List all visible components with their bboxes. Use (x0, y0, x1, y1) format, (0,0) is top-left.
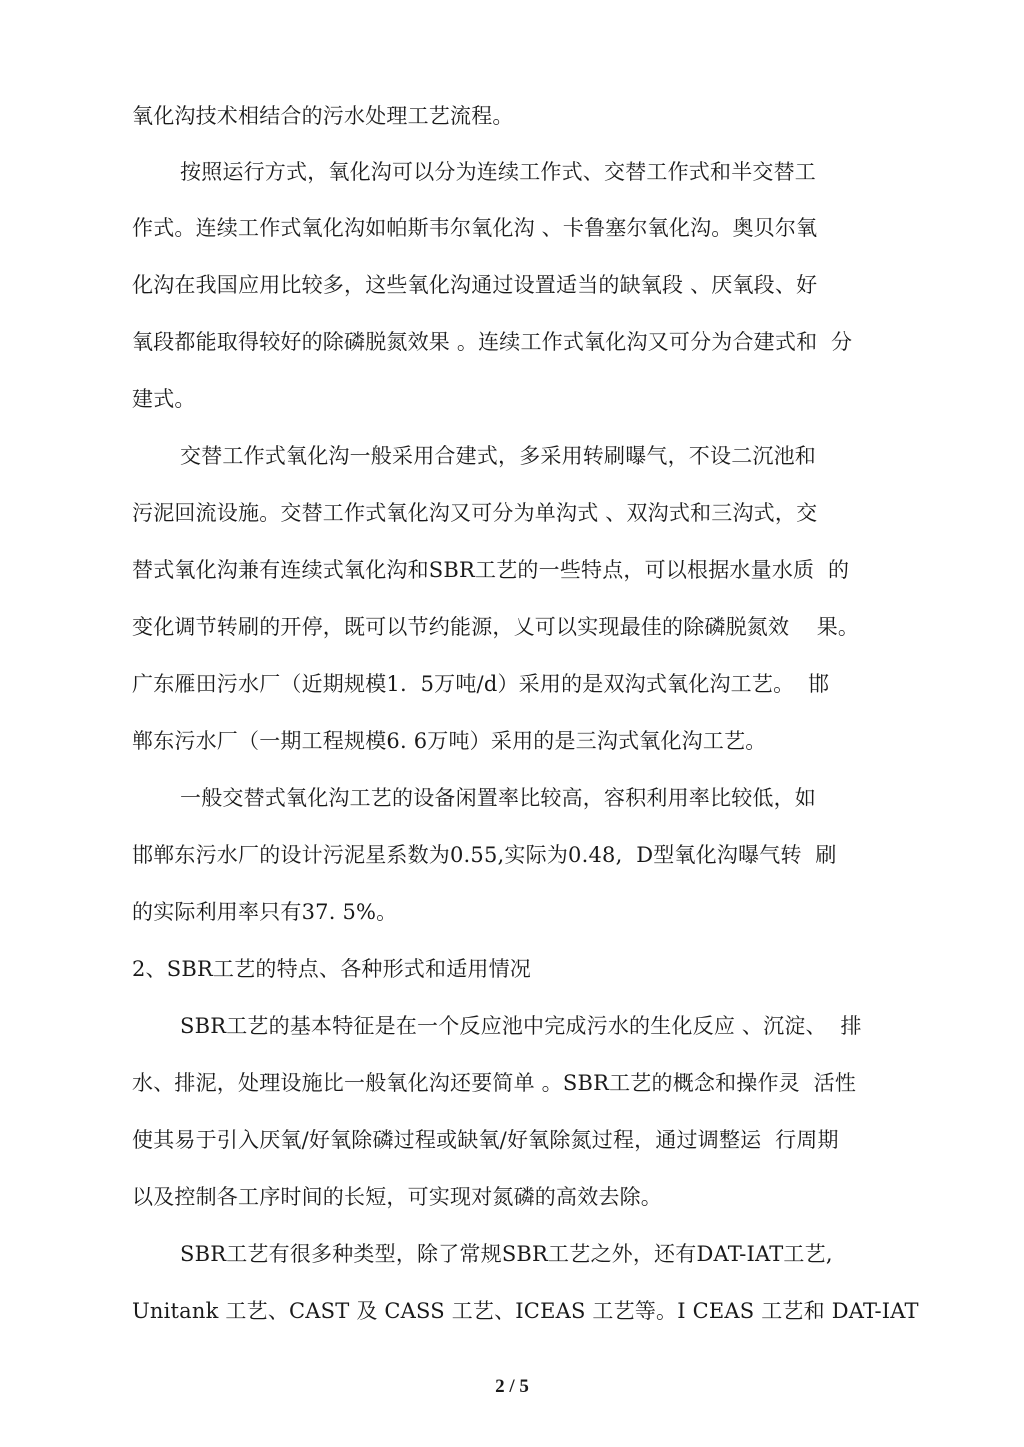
text-line: 化沟在我国应用比较多，这些氧化沟通过设置适当的缺氧段 、厌氧段、好 (132, 273, 818, 297)
text-line: 使其易于引入厌氧/好氧除磷过程或缺氧/好氧除氮过程，通过调整运 行周期 (132, 1128, 839, 1152)
text-line: 作式。连续工作式氧化沟如帕斯韦尔氧化沟 、卡鲁塞尔氧化沟。奥贝尔氧 (132, 216, 818, 240)
text-line: 变化调节转刷的开停，既可以节约能源，乂可以实现最佳的除磷脱氮效 果。 (132, 615, 860, 639)
paragraph-start-line: SBR工艺的基本特征是在一个反应池中完成污水的生化反应 、沉淀、 排 (180, 1014, 862, 1038)
paragraph-start-line: SBR工艺有很多种类型，除了常规SBR工艺之外，还有DAT-IAT工艺, (180, 1242, 833, 1266)
text-line: 替式氧化沟兼有连续式氧化沟和SBR工艺的一些特点，可以根据水量水质 的 (132, 558, 850, 582)
text-line: 以及控制各工序时间的长短，可实现对氮磷的高效去除。 (132, 1185, 662, 1209)
paragraph-start-line: 按照运行方式，氧化沟可以分为连续工作式、交替工作式和半交替工 (180, 160, 816, 184)
text-line: 氧段都能取得较好的除磷脱氮效果 。连续工作式氧化沟又可分为合建式和 分 (132, 330, 853, 354)
text-line: 广东雁田污水厂（近期规模1. 5万吨/d）采用的是双沟式氧化沟工艺。 邯 (132, 672, 830, 696)
page-number: 2 / 5 (495, 1376, 529, 1397)
text-line: 邯郸东污水厂的设计污泥星系数为0.55,实际为0.48, D型氧化沟曝气转 刷 (132, 843, 837, 867)
text-line: 氧化沟技术相结合的污水处理工艺流程。 (132, 104, 514, 128)
paragraph-start-line: 一般交替式氧化沟工艺的设备闲置率比较高，容积利用率比较低，如 (180, 786, 816, 810)
paragraph-start-line: 交替工作式氧化沟一般采用合建式，多采用转刷曝气，不设二沉池和 (180, 444, 816, 468)
text-line: 的实际利用率只有37. 5%。 (132, 900, 398, 924)
text-line: 建式。 (132, 387, 196, 411)
section-heading: 2、SBR工艺的特点、各种形式和适用情况 (132, 957, 531, 981)
text-line: Unitank 工艺、CAST 及 CASS 工艺、ICEAS 工艺等。I CEAS 工艺和 DAT-IAT (132, 1299, 919, 1323)
text-line: 水、排泥，处理设施比一般氧化沟还要简单 。SBR工艺的概念和操作灵 活性 (132, 1071, 857, 1095)
text-line: 污泥回流设施。交替工作式氧化沟又可分为单沟式 、双沟式和三沟式，交 (132, 501, 818, 525)
text-line: 郸东污水厂（一期工程规模6. 6万吨）采用的是三沟式氧化沟工艺。 (132, 729, 767, 753)
